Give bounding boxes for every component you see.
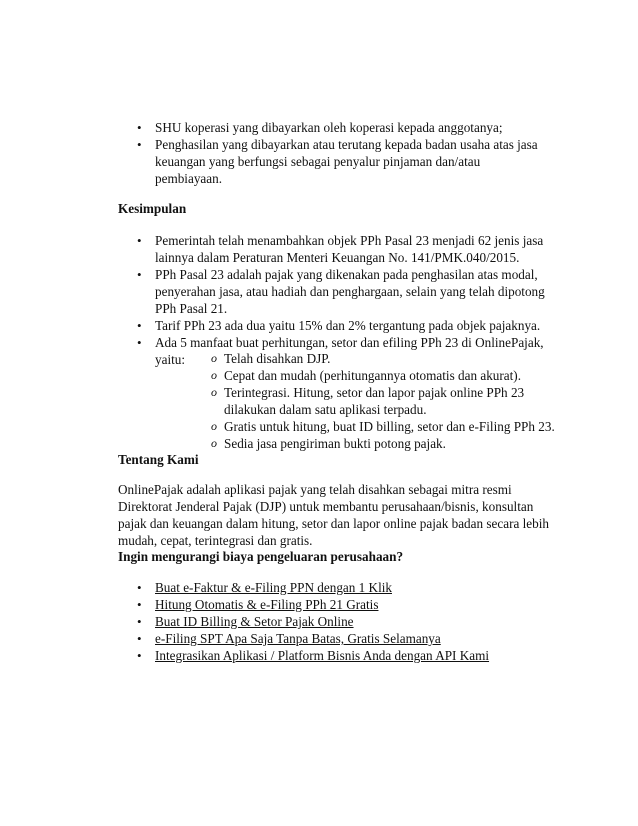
section-heading-tentang-kami: Tentang Kami [118,452,199,467]
list-item [118,630,558,647]
kesimpulan-bullet-list [118,232,558,368]
link-efiling-spt[interactable]: e-Filing SPT Apa Saja Tanpa Batas, Gratis Selamanya [155,631,441,646]
manfaat-sub-list [118,350,558,452]
cta-link-list [118,579,558,664]
list-item: • SHU koperasi yang dibayarkan oleh koperasi kepada anggotanya; [118,119,538,136]
list-item: • Tarif PPh 23 ada dua yaitu 15% dan 2% tergantung pada objek pajaknya. [118,317,558,334]
list-item [118,596,558,613]
section-heading-cta: Ingin mengurangi biaya pengeluaran perusahaan? [118,549,404,564]
sub-list-item: o Telah disahkan DJP. [118,350,558,367]
link-efaktur-ppn[interactable]: Buat e-Faktur & e-Filing PPN dengan 1 Klik [155,580,392,595]
list-item: • Ada 5 manfaat buat perhitungan, setor dan efiling PPh 23 di OnlinePajak, yaitu: [118,334,558,368]
list-item: • Pemerintah telah menambahkan objek PPh Pasal 23 menjadi 62 jenis jasa lainnya dalam Peraturan Menteri Keuangan No. 141/PMK.040/2015. [118,232,558,266]
tentang-kami-paragraph: OnlinePajak adalah aplikasi pajak yang telah disahkan sebagai mitra resmi Direktorat Jenderal Pajak (DJP) untuk membantu perusahaan/bisnis, konsultan pajak dan keuangan dalam hitung, setor dan lapor online pajak badan secara lebih mudah, cepat, terintegrasi dan gratis. [118,482,549,548]
sub-list-item: o Terintegrasi. Hitung, setor dan lapor pajak online PPh 23 dilakukan dalam satu aplikasi terpadu. [118,384,558,418]
sub-list-item: o Gratis untuk hitung, buat ID billing, setor dan e-Filing PPh 23. [118,418,558,435]
link-id-billing[interactable]: Buat ID Billing & Setor Pajak Online [155,614,354,629]
list-item: • PPh Pasal 23 adalah pajak yang dikenakan pada penghasilan atas modal, penyerahan jasa, atau hadiah dan penghargaan, selain yang telah dipotong PPh Pasal 21. [118,266,558,317]
link-api[interactable]: Integrasikan Aplikasi / Platform Bisnis Anda dengan API Kami [155,648,490,663]
sub-list-item: o Sedia jasa pengiriman bukti potong pajak. [118,435,558,452]
top-bullet-list [118,119,538,187]
list-item [118,579,558,596]
section-heading-kesimpulan: Kesimpulan [118,201,187,216]
link-pph21[interactable]: Hitung Otomatis & e-Filing PPh 21 Gratis [155,597,379,612]
list-item [118,613,558,630]
sub-list-item: o Cepat dan mudah (perhitungannya otomatis dan akurat). [118,367,558,384]
list-item [118,647,558,664]
list-item: • Penghasilan yang dibayarkan atau terutang kepada badan usaha atas jasa keuangan yang berfungsi sebagai penyalur pinjaman dan/atau pembiayaan. [118,136,538,187]
